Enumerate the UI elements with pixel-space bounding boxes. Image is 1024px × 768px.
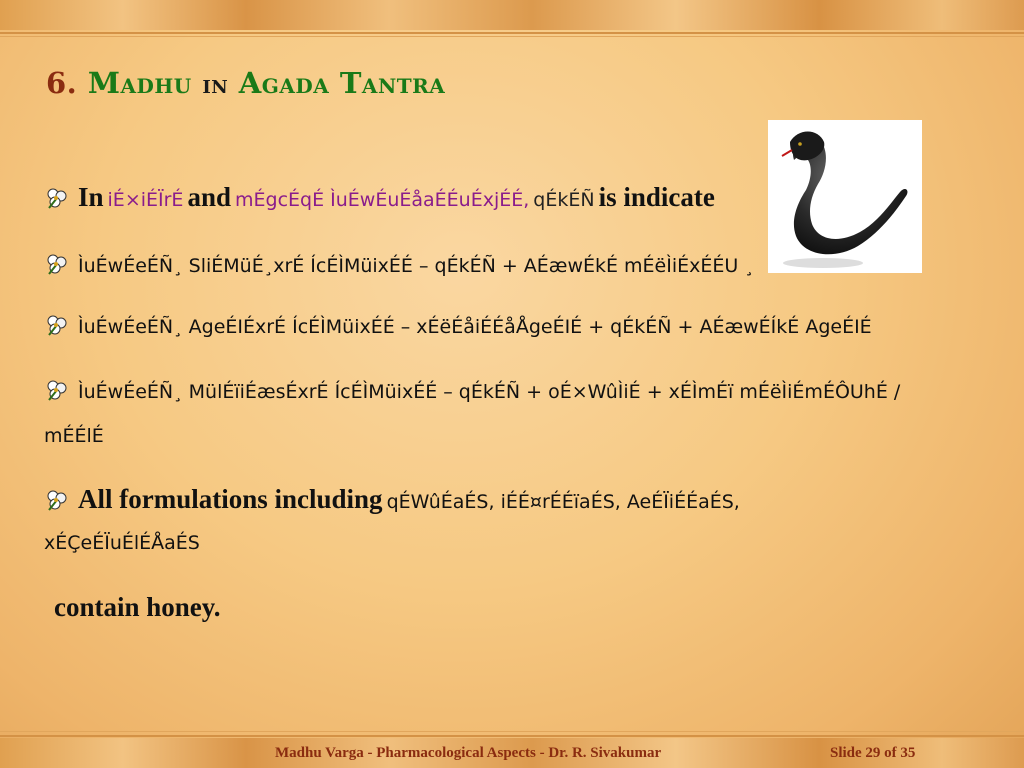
- footer-title: Madhu Varga - Pharmacological Aspects - Dr. R. Sivakumar: [275, 745, 662, 761]
- bullet-text: In: [78, 182, 104, 212]
- bullet-text: All formulations including: [78, 484, 383, 514]
- top-divider-thin: [0, 36, 1024, 37]
- bullet-text: contain honey.: [54, 592, 221, 622]
- title-number: 6.: [46, 66, 78, 100]
- bullet-line-3: [44, 313, 872, 338]
- bullet-line-5: [44, 484, 740, 515]
- bullet-text: ÌuÉwÉeÉÑ¸ MülÉïiÉæsÉxrÉ ÍcÉÌMüixÉÉ – qÉkÉÑ + oÉ×WûÌiÉ + xÉÌmÉï mÉëÌiÉmÉÔUhÉ /: [78, 381, 901, 403]
- title-madhu: Madhu: [87, 66, 192, 100]
- sanskrit-term: qÉWûÉaÉS, iÉÉ¤rÉÉïaÉS, AeÉÏiÉÉaÉS,: [386, 491, 740, 513]
- bullet-line-1: [44, 182, 715, 213]
- cobra-snake-icon: [768, 120, 922, 273]
- bullet-text: ÌuÉwÉeÉÑ¸ SliÉMüÉ¸xrÉ ÍcÉÌMüixÉÉ – qÉkÉÑ + AÉæwÉkÉ mÉëÌiÉxÉÉU ¸: [78, 255, 754, 277]
- slide-number: Slide 29 of 35: [830, 745, 916, 761]
- bullet-line-4-continued: [44, 425, 104, 447]
- title-agada-tantra: Agada Tantra: [238, 66, 446, 100]
- sanskrit-term: mÉgcÉqÉ ÌuÉwÉuÉåaÉÉuÉxjÉÉ,: [235, 189, 530, 211]
- top-decorative-band: [0, 0, 1024, 30]
- title-in: in: [202, 70, 229, 100]
- bullet-line-5-continued: [44, 532, 200, 554]
- bottom-divider: [0, 735, 1024, 737]
- sanskrit-term: xÉÇeÉÏuÉlÉÅaÉS: [44, 532, 200, 554]
- top-divider: [0, 32, 1024, 34]
- sanskrit-term: iÉ×iÉÏrÉ: [107, 189, 184, 211]
- flower-bullet-icon: [44, 186, 70, 210]
- bullet-text: ÌuÉwÉeÉÑ¸ AgeÉIÉxrÉ ÍcÉÌMüixÉÉ – xÉëÉåiÉÉåÅgeÉIÉ + qÉkÉÑ + AÉæwÉÍkÉ AgeÉIÉ: [78, 316, 872, 338]
- flower-bullet-icon: [44, 378, 70, 402]
- bullet-text: mÉÉlÉ: [44, 425, 104, 447]
- flower-bullet-icon: [44, 252, 70, 276]
- bullet-text: and: [187, 182, 231, 212]
- cobra-image: [768, 120, 922, 273]
- flower-bullet-icon: [44, 313, 70, 337]
- bullet-line-6: [54, 592, 221, 623]
- sanskrit-term: qÉkÉÑ: [533, 189, 595, 211]
- bullet-line-2: [44, 252, 754, 277]
- bullet-text: is indicate: [598, 182, 715, 212]
- flower-bullet-icon: [44, 488, 70, 512]
- bullet-line-4: [44, 378, 900, 403]
- bottom-divider-thin: [0, 731, 1024, 732]
- slide-title: [46, 66, 445, 100]
